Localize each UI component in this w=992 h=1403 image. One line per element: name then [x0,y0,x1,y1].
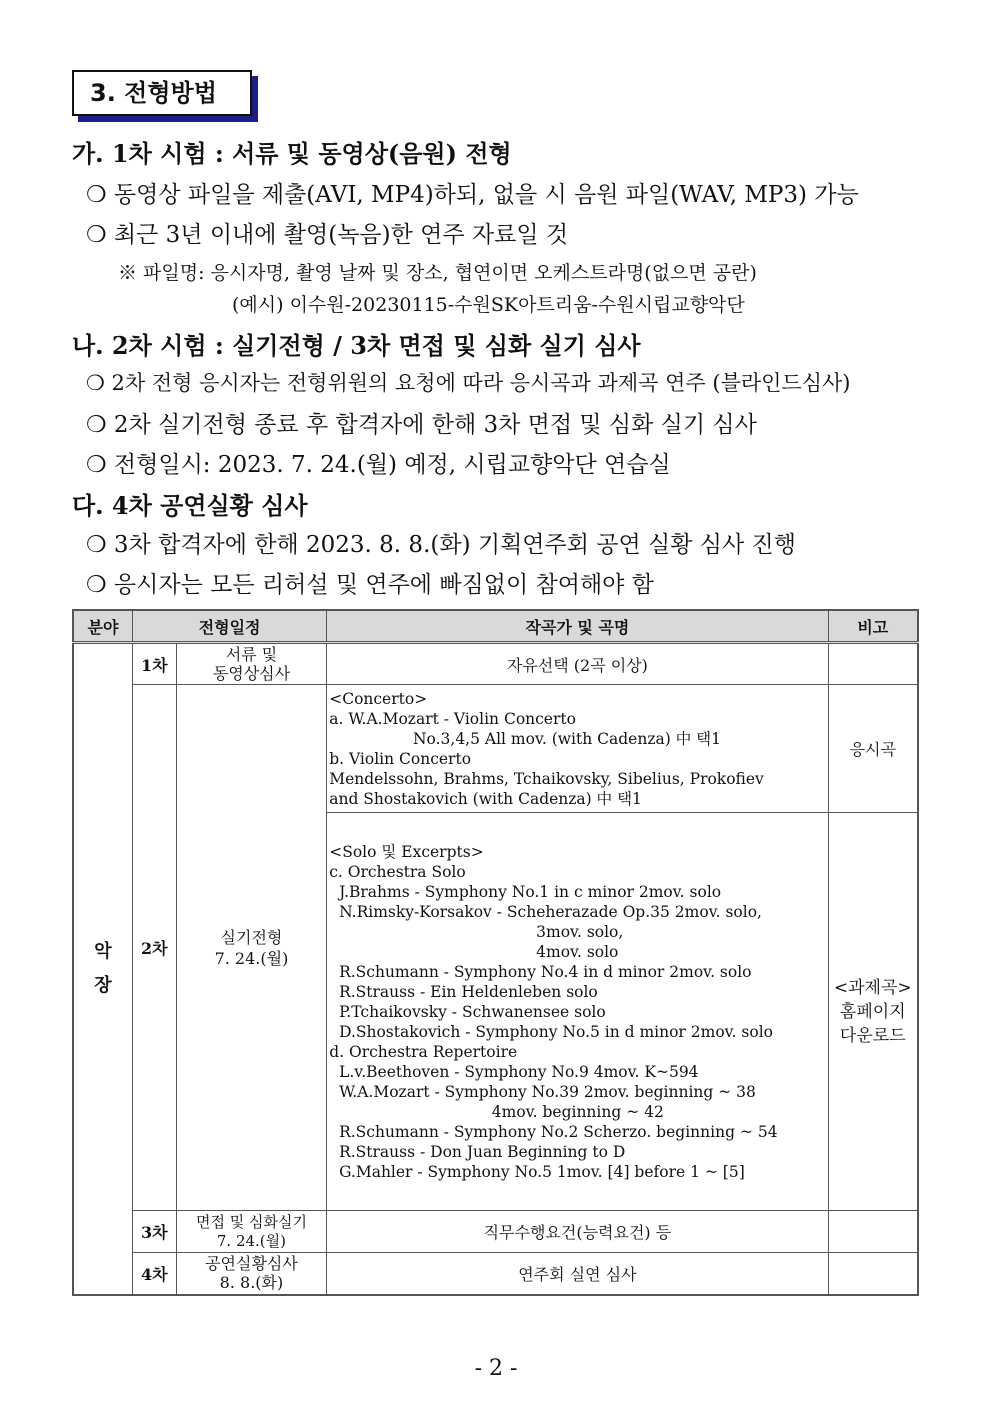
round-cell: 3차 [133,1211,177,1253]
note-cell [828,1253,918,1295]
piece-cell: 연주회 실연 심사 [327,1253,828,1295]
schedule-cell: 면접 및 심화실기 7. 24.(월) [176,1211,327,1253]
note-cell: 응시곡 [828,685,918,813]
note-cell: <과제곡> 홈페이지 다운로드 [828,813,918,1211]
page-number: - 2 - [474,1356,518,1381]
selection-table [72,609,919,1296]
table-row [73,1253,918,1295]
piece-cell: 직무수행요건(능력요건) 등 [327,1211,828,1253]
round-cell: 2차 [133,685,177,1211]
heading-da: 다. 4차 공연실황 심사 [72,491,308,520]
table-row [73,685,918,813]
header-piece: 작곡가 및 곡명 [327,610,828,643]
bullet-na-1: ❍ 2차 전형 응시자는 전형위원의 요청에 따라 응시곡과 과제곡 연주 (블라인드심사) [86,371,851,395]
concerto-list: <Concerto> a. W.A.Mozart - Violin Concerto No.3,4,5 All mov. (with Cadenza) 中 택1 b. Violin Concerto Mendelssohn, Brahms, Tchaikovsky, Sibelius, Prokofiev and Shostakovich (with Cadenza) 中 택1 [327,685,828,813]
table-header-row [73,610,918,643]
note-cell [828,1211,918,1253]
round-cell: 4차 [133,1253,177,1295]
section-title: 3. 전형방법 [72,70,252,116]
bullet-da-1: ❍ 3차 합격자에 한해 2023. 8. 8.(화) 기획연주회 공연 실황 심사 진행 [86,532,796,558]
bullet-ga-2: ❍ 최근 3년 이내에 촬영(녹음)한 연주 자료일 것 [86,222,569,248]
heading-na: 나. 2차 시험 : 실기전형 / 3차 면접 및 심화 실기 심사 [72,331,641,360]
piece-cell: 자유선택 (2곡 이상) [327,643,828,685]
bullet-da-2: ❍ 응시자는 모든 리허설 및 연주에 빠짐없이 참여해야 함 [86,572,654,598]
header-note: 비고 [828,610,918,643]
note-cell [828,643,918,685]
table-row [73,643,918,685]
bullet-na-3: ❍ 전형일시: 2023. 7. 24.(월) 예정, 시립교향악단 연습실 [86,452,671,478]
heading-ga: 가. 1차 시험 : 서류 및 동영상(음원) 전형 [72,139,512,168]
bullet-na-2: ❍ 2차 실기전형 종료 후 합격자에 한해 3차 면접 및 심화 실기 심사 [86,412,757,438]
excerpts-list: <Solo 및 Excerpts> c. Orchestra Solo J.Brahms - Symphony No.1 in c minor 2mov. solo N.Rimsky-Korsakov - Scheherazade Op.35 2mov. solo, 3mov. solo, 4mov. solo R.Schumann - Symphony No.4 in d minor 2mov. solo R.Strauss - Ein Heldenleben solo P.Tchaikovsky - Schwanensee solo D.Shostakovich - Symphony No.5 in d minor 2mov. solo d. Orchestra Repertoire L.v.Beethoven - Symphony No.9 4mov. K~594 W.A.Mozart - Symphony No.39 2mov. beginning ~ 38 4mov. beginning ~ 42 R.Schumann - Symphony No.2 Scherzo. beginning ~ 54 R.Strauss - Don Juan Beginning to D G.Mahler - Symphony No.5 1mov. [4] before 1 ~ [5] [327,813,828,1211]
bullet-ga-1: ❍ 동영상 파일을 제출(AVI, MP4)하되, 없을 시 음원 파일(WAV, MP3) 가능 [86,182,859,208]
round-cell: 1차 [133,643,177,685]
schedule-cell: 공연실황심사 8. 8.(화) [176,1253,327,1295]
schedule-cell: 실기전형 7. 24.(월) [176,685,327,1211]
header-schedule: 전형일정 [133,610,327,643]
header-field: 분야 [73,610,133,643]
table-row [73,1211,918,1253]
field-cell: 악 장 [73,643,133,1295]
schedule-cell: 서류 및 동영상심사 [176,643,327,685]
filename-example: (예시) 이수원-20230115-수원SK아트리움-수원시립교향악단 [232,294,745,316]
filename-note: ※ 파일명: 응시자명, 촬영 날짜 및 장소, 협연이면 오케스트라명(없으면 공란) [118,262,757,284]
